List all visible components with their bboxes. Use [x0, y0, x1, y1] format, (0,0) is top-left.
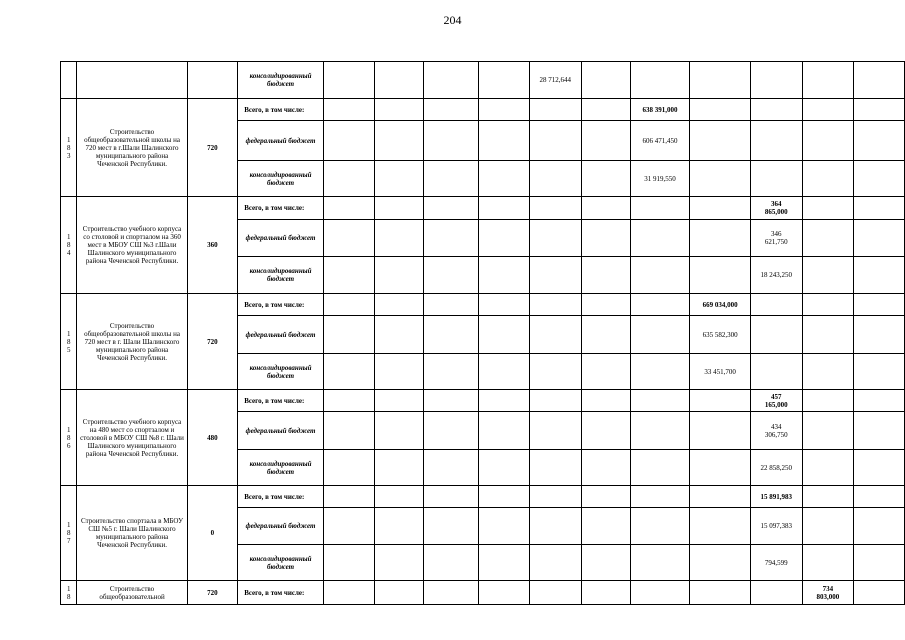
empty-cell: [529, 99, 581, 121]
empty-cell: [802, 294, 853, 316]
empty-cell: [529, 316, 581, 354]
empty-cell: [529, 581, 581, 605]
funding-type-cell: Всего, в том числе:: [238, 99, 324, 121]
empty-cell: [750, 354, 802, 390]
amount-cell: 18 243,250: [750, 257, 802, 294]
empty-cell: [630, 294, 690, 316]
empty-cell: [854, 486, 905, 508]
empty-cell: [630, 412, 690, 450]
empty-cell: [802, 99, 853, 121]
empty-cell: [423, 390, 478, 412]
row-number-cell: 1 8: [61, 581, 77, 605]
empty-cell: [690, 450, 751, 486]
empty-cell: [854, 508, 905, 545]
amount-cell: 434 306,750: [750, 412, 802, 450]
amount-cell: 734 803,000: [802, 581, 853, 605]
empty-cell: [423, 545, 478, 581]
object-name-cell: Строительство спортзала в МБОУ СШ №5 г. Шали Шалинского муниципального района Чеченской Республики.: [77, 486, 187, 581]
empty-cell: [479, 316, 530, 354]
empty-cell: [690, 99, 751, 121]
capacity-cell: 360: [187, 197, 238, 294]
empty-cell: [423, 121, 478, 161]
empty-cell: [374, 161, 423, 197]
empty-cell: [423, 197, 478, 220]
empty-cell: [374, 99, 423, 121]
empty-cell: [854, 390, 905, 412]
empty-cell: [581, 354, 630, 390]
empty-cell: [479, 581, 530, 605]
funding-type-cell: Всего, в том числе:: [238, 486, 324, 508]
funding-type-cell: федеральный бюджет: [238, 220, 324, 257]
empty-cell: [630, 581, 690, 605]
empty-cell: [479, 545, 530, 581]
row-number-cell: 1 8 6: [61, 390, 77, 486]
empty-cell: [630, 316, 690, 354]
funding-type-cell: консолидированный бюджет: [238, 62, 324, 99]
empty-cell: [479, 486, 530, 508]
empty-cell: [802, 545, 853, 581]
empty-cell: [581, 390, 630, 412]
empty-cell: [374, 197, 423, 220]
empty-cell: [323, 316, 374, 354]
empty-cell: [690, 161, 751, 197]
empty-cell: [479, 99, 530, 121]
empty-cell: [802, 316, 853, 354]
empty-cell: [423, 161, 478, 197]
empty-cell: [323, 257, 374, 294]
empty-cell: [854, 545, 905, 581]
empty-cell: [423, 412, 478, 450]
empty-cell: [374, 316, 423, 354]
object-name-cell: [77, 62, 187, 99]
empty-cell: [802, 354, 853, 390]
empty-cell: [690, 257, 751, 294]
empty-cell: [854, 99, 905, 121]
empty-cell: [690, 197, 751, 220]
empty-cell: [323, 294, 374, 316]
object-name-cell: Строительство учебного корпуса со столовой и спортзалом на 360 мест в МБОУ СШ №3 г.Шали Шалинского муниципального района Чеченской Республики.: [77, 197, 187, 294]
empty-cell: [854, 450, 905, 486]
amount-cell: 33 451,700: [690, 354, 751, 390]
empty-cell: [374, 390, 423, 412]
empty-cell: [323, 581, 374, 605]
empty-cell: [854, 197, 905, 220]
amount-cell: 22 858,250: [750, 450, 802, 486]
empty-cell: [323, 161, 374, 197]
amount-cell: 635 582,300: [690, 316, 751, 354]
empty-cell: [423, 99, 478, 121]
empty-cell: [374, 220, 423, 257]
funding-type-cell: федеральный бюджет: [238, 121, 324, 161]
amount-cell: 28 712,644: [529, 62, 581, 99]
empty-cell: [630, 486, 690, 508]
capacity-cell: 720: [187, 99, 238, 197]
empty-cell: [690, 220, 751, 257]
capacity-cell: 0: [187, 486, 238, 581]
empty-cell: [802, 412, 853, 450]
empty-cell: [854, 316, 905, 354]
empty-cell: [374, 581, 423, 605]
table-row: [61, 294, 905, 316]
funding-type-cell: Всего, в том числе:: [238, 197, 324, 220]
empty-cell: [323, 390, 374, 412]
empty-cell: [690, 121, 751, 161]
table-row: [61, 197, 905, 220]
empty-cell: [630, 508, 690, 545]
capacity-cell: [187, 62, 238, 99]
amount-cell: 794,599: [750, 545, 802, 581]
empty-cell: [529, 257, 581, 294]
empty-cell: [374, 486, 423, 508]
table-row: [61, 62, 905, 99]
amount-cell: 669 034,000: [690, 294, 751, 316]
row-number-cell: [61, 62, 77, 99]
empty-cell: [581, 581, 630, 605]
empty-cell: [479, 62, 530, 99]
empty-cell: [529, 450, 581, 486]
empty-cell: [750, 316, 802, 354]
empty-cell: [750, 581, 802, 605]
funding-type-cell: федеральный бюджет: [238, 412, 324, 450]
empty-cell: [854, 412, 905, 450]
empty-cell: [374, 354, 423, 390]
empty-cell: [479, 197, 530, 220]
empty-cell: [423, 220, 478, 257]
empty-cell: [374, 450, 423, 486]
empty-cell: [423, 486, 478, 508]
empty-cell: [479, 294, 530, 316]
empty-cell: [581, 486, 630, 508]
empty-cell: [581, 316, 630, 354]
empty-cell: [529, 486, 581, 508]
empty-cell: [854, 121, 905, 161]
amount-cell: 15 097,383: [750, 508, 802, 545]
funding-type-cell: консолидированный бюджет: [238, 257, 324, 294]
empty-cell: [374, 545, 423, 581]
amount-cell: 638 391,000: [630, 99, 690, 121]
empty-cell: [423, 354, 478, 390]
empty-cell: [581, 545, 630, 581]
empty-cell: [750, 62, 802, 99]
empty-cell: [374, 412, 423, 450]
empty-cell: [581, 294, 630, 316]
empty-cell: [374, 294, 423, 316]
empty-cell: [323, 99, 374, 121]
empty-cell: [323, 197, 374, 220]
empty-cell: [581, 121, 630, 161]
empty-cell: [750, 294, 802, 316]
funding-type-cell: Всего, в том числе:: [238, 581, 324, 605]
empty-cell: [423, 294, 478, 316]
empty-cell: [423, 62, 478, 99]
empty-cell: [630, 62, 690, 99]
object-name-cell: Строительство учебного корпуса на 480 мест со спортзалом и столовой в МБОУ СШ №8 г. Шали Шалинского муниципального района Чеченской Республики.: [77, 390, 187, 486]
empty-cell: [802, 450, 853, 486]
empty-cell: [630, 354, 690, 390]
empty-cell: [374, 508, 423, 545]
empty-cell: [374, 62, 423, 99]
amount-cell: 346 621,750: [750, 220, 802, 257]
empty-cell: [802, 486, 853, 508]
empty-cell: [802, 220, 853, 257]
empty-cell: [479, 257, 530, 294]
empty-cell: [581, 220, 630, 257]
amount-cell: 364 865,000: [750, 197, 802, 220]
empty-cell: [630, 220, 690, 257]
empty-cell: [529, 220, 581, 257]
empty-cell: [854, 294, 905, 316]
funding-type-cell: федеральный бюджет: [238, 508, 324, 545]
funding-type-cell: консолидированный бюджет: [238, 161, 324, 197]
empty-cell: [423, 581, 478, 605]
funding-type-cell: федеральный бюджет: [238, 316, 324, 354]
empty-cell: [374, 121, 423, 161]
empty-cell: [479, 121, 530, 161]
row-number-cell: 1 8 7: [61, 486, 77, 581]
empty-cell: [479, 412, 530, 450]
object-name-cell: Строительство общеобразовательной школы на 720 мест в г.Шали Шалинского муниципального района Чеченской Республики.: [77, 99, 187, 197]
empty-cell: [581, 99, 630, 121]
empty-cell: [802, 197, 853, 220]
empty-cell: [423, 450, 478, 486]
object-name-cell: Строительство общеобразовательной: [77, 581, 187, 605]
empty-cell: [323, 508, 374, 545]
empty-cell: [690, 390, 751, 412]
capacity-cell: 480: [187, 390, 238, 486]
empty-cell: [479, 161, 530, 197]
empty-cell: [581, 508, 630, 545]
table-row: [61, 390, 905, 412]
empty-cell: [323, 354, 374, 390]
empty-cell: [802, 390, 853, 412]
empty-cell: [529, 197, 581, 220]
empty-cell: [690, 62, 751, 99]
empty-cell: [479, 450, 530, 486]
empty-cell: [802, 257, 853, 294]
empty-cell: [690, 508, 751, 545]
capacity-cell: 720: [187, 294, 238, 390]
amount-cell: 15 891,983: [750, 486, 802, 508]
table-row: [61, 581, 905, 605]
empty-cell: [529, 161, 581, 197]
empty-cell: [323, 121, 374, 161]
empty-cell: [529, 412, 581, 450]
empty-cell: [630, 257, 690, 294]
object-name-cell: Строительство общеобразовательной школы на 720 мест в г. Шали Шалинского муниципального района Чеченской Республики.: [77, 294, 187, 390]
empty-cell: [479, 508, 530, 545]
empty-cell: [581, 257, 630, 294]
empty-cell: [854, 257, 905, 294]
empty-cell: [630, 390, 690, 412]
empty-cell: [854, 62, 905, 99]
empty-cell: [323, 412, 374, 450]
empty-cell: [581, 161, 630, 197]
funding-type-cell: консолидированный бюджет: [238, 545, 324, 581]
empty-cell: [802, 508, 853, 545]
funding-type-cell: Всего, в том числе:: [238, 390, 324, 412]
empty-cell: [374, 257, 423, 294]
empty-cell: [581, 197, 630, 220]
row-number-cell: 1 8 5: [61, 294, 77, 390]
empty-cell: [529, 545, 581, 581]
empty-cell: [690, 412, 751, 450]
empty-cell: [323, 220, 374, 257]
empty-cell: [750, 161, 802, 197]
table-row: [61, 486, 905, 508]
empty-cell: [479, 220, 530, 257]
amount-cell: 606 471,450: [630, 121, 690, 161]
empty-cell: [423, 257, 478, 294]
empty-cell: [423, 508, 478, 545]
empty-cell: [423, 316, 478, 354]
funding-type-cell: консолидированный бюджет: [238, 354, 324, 390]
capacity-cell: 720: [187, 581, 238, 605]
empty-cell: [529, 121, 581, 161]
empty-cell: [630, 545, 690, 581]
funding-type-cell: Всего, в том числе:: [238, 294, 324, 316]
empty-cell: [750, 121, 802, 161]
empty-cell: [581, 450, 630, 486]
amount-cell: 31 919,550: [630, 161, 690, 197]
empty-cell: [802, 161, 853, 197]
row-number-cell: 1 8 3: [61, 99, 77, 197]
empty-cell: [479, 390, 530, 412]
empty-cell: [690, 581, 751, 605]
empty-cell: [854, 354, 905, 390]
funding-type-cell: консолидированный бюджет: [238, 450, 324, 486]
empty-cell: [854, 220, 905, 257]
empty-cell: [323, 545, 374, 581]
empty-cell: [630, 450, 690, 486]
empty-cell: [323, 486, 374, 508]
row-number-cell: 1 8 4: [61, 197, 77, 294]
empty-cell: [529, 354, 581, 390]
empty-cell: [581, 412, 630, 450]
empty-cell: [802, 62, 853, 99]
page-number: 204: [443, 13, 462, 27]
empty-cell: [854, 161, 905, 197]
empty-cell: [690, 486, 751, 508]
empty-cell: [690, 545, 751, 581]
empty-cell: [323, 62, 374, 99]
empty-cell: [479, 354, 530, 390]
empty-cell: [750, 99, 802, 121]
budget-table: [60, 61, 905, 605]
empty-cell: [630, 197, 690, 220]
empty-cell: [323, 450, 374, 486]
empty-cell: [529, 294, 581, 316]
empty-cell: [802, 121, 853, 161]
empty-cell: [854, 581, 905, 605]
empty-cell: [581, 62, 630, 99]
empty-cell: [529, 508, 581, 545]
table-row: [61, 99, 905, 121]
amount-cell: 457 165,000: [750, 390, 802, 412]
empty-cell: [529, 390, 581, 412]
